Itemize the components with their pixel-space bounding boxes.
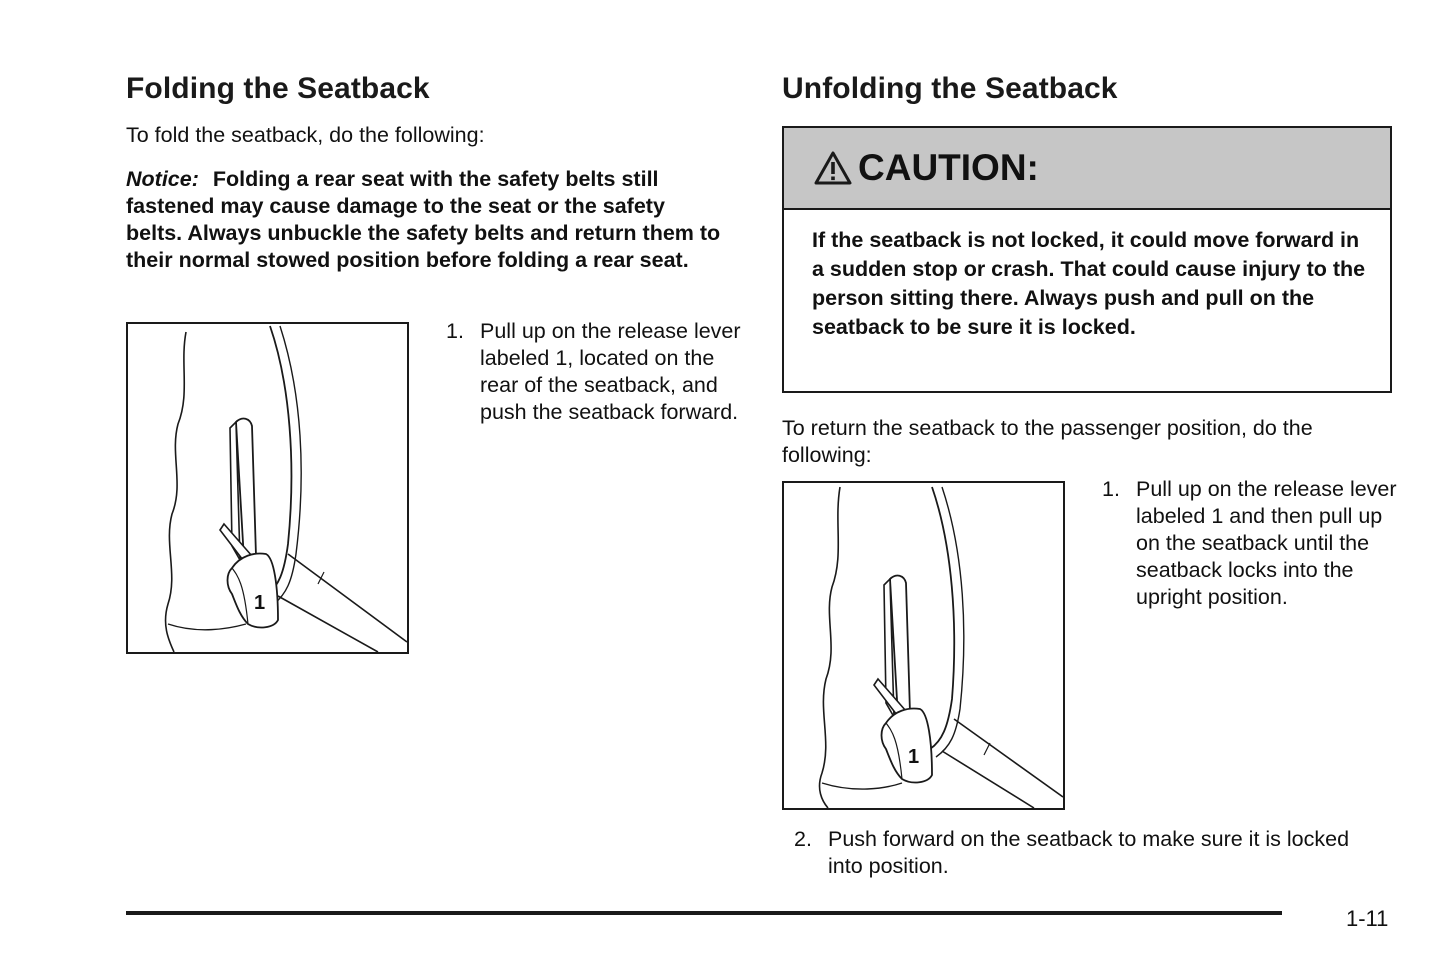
section-title-unfolding: Unfolding the Seatback [782, 72, 1118, 105]
step-text: Pull up on the release lever labeled 1, located on the rear of the seatback, and push the seatback forward. [480, 319, 741, 424]
lever-label-1: 1 [254, 592, 266, 614]
caution-title: CAUTION: [858, 147, 1039, 188]
step-text: Push forward on the seatback to make sure it is locked into position. [828, 827, 1350, 878]
folding-intro: To fold the seatback, do the following: [126, 123, 485, 147]
folding-step-1 [446, 318, 746, 458]
step-number: 2. [794, 827, 812, 851]
step-text: Pull up on the release lever labeled 1 and then pull up on the seatback until the seatback locks into the upright position. [1136, 477, 1397, 609]
seatback-lever-drawing [128, 324, 407, 652]
caution-header [784, 128, 1390, 210]
step-number: 1. [1102, 477, 1120, 501]
warning-triangle-icon [814, 151, 852, 185]
unfolding-step-2 [794, 826, 1394, 886]
unfolding-step-1 [1102, 476, 1402, 646]
step-number: 1. [446, 319, 464, 343]
notice-paragraph [126, 166, 726, 274]
unfolding-intro: To return the seatback to the passenger position, do the following: [782, 416, 1313, 467]
seatback-lever-drawing [784, 483, 1063, 808]
notice-text: Folding a rear seat with the safety belts still fastened may cause damage to the seat or the safety belts. Always unbuckle the safety belts and return them to their normal stowed position before folding a rear seat. [126, 167, 721, 272]
footer-rule [126, 911, 1282, 915]
caution-box [782, 126, 1392, 393]
lever-label-1: 1 [908, 746, 920, 768]
unfolding-seatback-illustration [782, 481, 1065, 810]
notice-label: Notice: [126, 167, 199, 191]
page-number: 1-11 [1346, 906, 1389, 931]
section-title-folding: Folding the Seatback [126, 72, 430, 105]
caution-text: If the seatback is not locked, it could move forward in a sudden stop or crash. That could cause injury to the person sitting there. Always push and pull on the seatback to be sure it is locked. [812, 228, 1366, 339]
folding-seatback-illustration [126, 322, 409, 654]
